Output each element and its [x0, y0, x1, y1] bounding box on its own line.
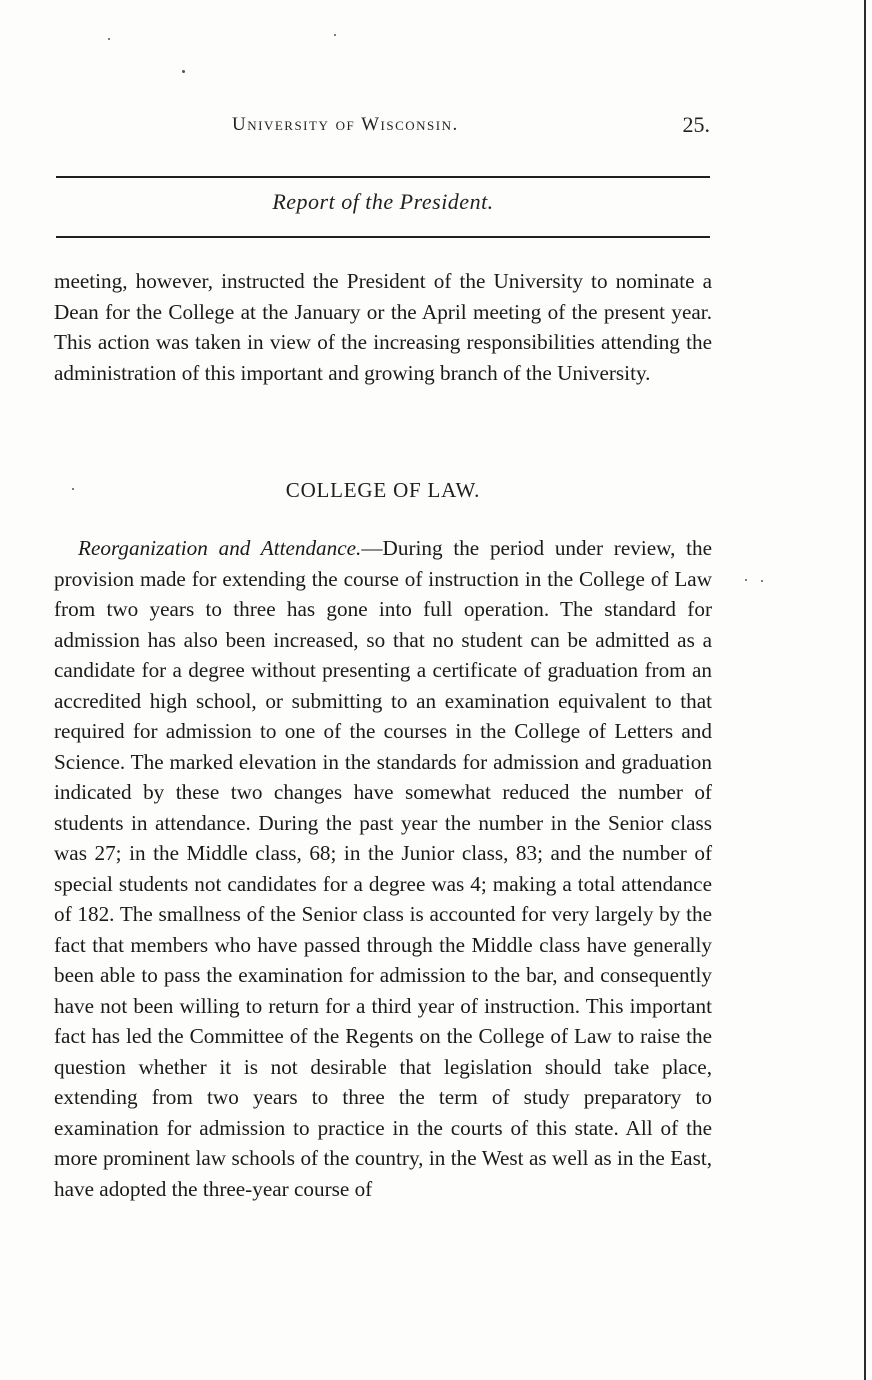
- paragraph-body: —During the period under review, the provision made for extending the course of instruction in the College of Law from two years to three has gone into full operation. The standard for admission has also been increased, so that no student can be admitted as a candidate for a degree without presenting a certificate of graduation from an accredited high school, or submitting to an examination equivalent to that required for admission to one of the courses in the College of Letters and Science. The marked elevation in the standards for admission and graduation indicated by these two changes have somewhat reduced the number of students in attendance. During the past year the number in the Senior class was 27; in the Middle class, 68; in the Junior class, 83; and the number of special students not candidates for a degree was 4; making a total attendance of 182. The smallness of the Senior class is accounted for very largely by the fact that members who have passed through the Middle class have generally been able to pass the examination for admission to the bar, and consequently have not been willing to return for a third year of instruction. This important fact has led the Committee of the Regents on the College of Law to raise the question whether it is not desirable that legislation should take place, extending from two years to three the term of study preparatory to examination for admission to practice in the courts of this state. All of the more prominent law schools of the country, in the West as well as in the East, have adopted the three-year course of: [54, 536, 712, 1201]
- running-title: University of Wisconsin.: [232, 114, 459, 135]
- page-edge-shadow: [864, 0, 866, 1380]
- header-rule-bottom: [56, 236, 710, 238]
- continuation-paragraph: meeting, however, instructed the President of the University to nominate a Dean for the College at the January or the April meeting of the present year. This action was taken in view of the increasing responsibilities attending the administration of this important and growing branch of the University.: [54, 269, 712, 385]
- paragraph-lead-italic: Reorganization and Attendance.: [78, 536, 362, 560]
- print-speck: [182, 70, 185, 73]
- running-header: [56, 112, 710, 142]
- print-speck: [334, 34, 336, 36]
- page-number: 25.: [682, 112, 710, 137]
- print-speck: [108, 38, 110, 40]
- reorganization-paragraph: [54, 533, 712, 1204]
- print-speck: [761, 580, 763, 582]
- college-of-law-heading: COLLEGE OF LAW.: [285, 478, 481, 502]
- section-subtitle: Report of the President.: [272, 189, 494, 214]
- print-speck: [745, 579, 747, 581]
- header-rule-top: [56, 176, 710, 178]
